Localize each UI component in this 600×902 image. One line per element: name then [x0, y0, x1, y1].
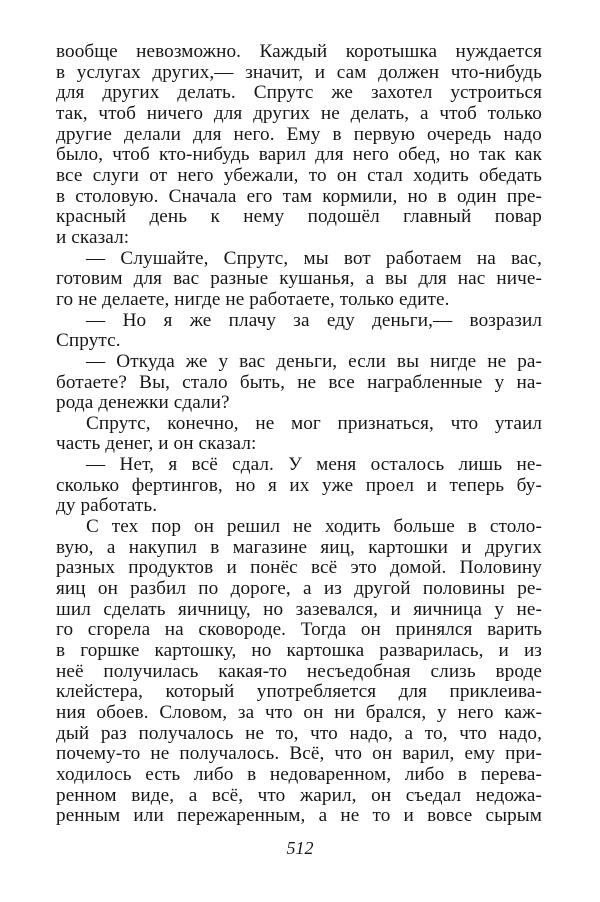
- text-line: — Нет, я всё сдал. У меня осталось лишь не-: [86, 455, 542, 476]
- text-line: часть денег, и он сказал:: [56, 434, 257, 455]
- text-line: для других делать. Спрутс же захотел устроиться: [56, 83, 542, 104]
- page-number: 512: [286, 838, 314, 858]
- text-line: в столовую. Сначала его там кормили, но в один пре-: [56, 186, 542, 207]
- text-line: ду работать.: [56, 496, 158, 517]
- text-line: в горшке картошку, но картошка разварилась, и из: [56, 641, 542, 662]
- text-line: го сгорела на сковороде. Тогда он принялся варить: [56, 620, 542, 641]
- text-line: разных продуктов и понёс всё это домой. Половину: [56, 558, 542, 579]
- text-line: — Откуда же у вас деньги, если вы нигде не ра-: [86, 351, 542, 372]
- text-line: ходилось есть либо в недоваренном, либо в перева-: [56, 764, 542, 785]
- text-line: почему-то не получалось. Всё, что он варил, ему при-: [56, 744, 542, 765]
- text-line: вообще невозможно. Каждый коротышка нуждается: [56, 42, 542, 62]
- text-line: так, чтоб ничего для других не делать, а чтоб только: [56, 103, 542, 124]
- text-line: и сказал:: [56, 227, 130, 248]
- text-line: шил сделать яичницу, но зазевался, и яичница у не-: [56, 599, 542, 620]
- text-line: сколько фертингов, но я их уже проел и теперь бу-: [56, 475, 542, 496]
- text-line: Спрутс, конечно, не мог признаться, что утаил: [86, 413, 542, 434]
- text-line: ботаете? Вы, стало быть, не все награбленные у на-: [56, 372, 542, 393]
- text-line: ренном виде, а всё, что жарил, он съедал недожа-: [56, 785, 542, 806]
- text-line: неё получилась какая-то несъедобная слизь вроде: [56, 661, 542, 682]
- text-line: клейстера, который употребляется для приклеива-: [56, 682, 542, 703]
- text-line: дый раз получалось не то, что надо, а то, что надо,: [56, 723, 542, 744]
- text-line: вую, а накупил в магазине яиц, картошки и других: [56, 537, 542, 558]
- text-line: другие делали для него. Ему в первую очередь надо: [56, 124, 542, 145]
- text-line: — Слушайте, Спрутс, мы вот работаем на вас,: [86, 248, 542, 269]
- text-line: все слуги от него убежали, то он стал ходить обедать: [56, 165, 542, 186]
- text-line: яиц он разбил по дороге, а из другой половины ре-: [56, 579, 542, 600]
- text-line: — Но я же плачу за еду деньги,— возразил: [86, 310, 542, 331]
- text-line: Спрутс.: [56, 331, 121, 352]
- text-line: красный день к нему подошёл главный повар: [56, 207, 542, 228]
- body-text: [56, 42, 542, 827]
- text-line: в услугах других,— значит, и сам должен что-нибудь: [56, 62, 542, 83]
- text-line: рода денежки сдали?: [56, 393, 230, 414]
- text-line: было, чтоб кто-нибудь варил для него обед, но так как: [56, 145, 542, 166]
- text-line: готовим для вас разные кушанья, а вы для нас ниче-: [56, 269, 542, 290]
- text-line: ренным или пережаренным, а не то и вовсе сырым: [56, 806, 542, 827]
- text-line: С тех пор он решил не ходить больше в столо-: [86, 517, 542, 538]
- text-line: ния обоев. Словом, за что он ни брался, у него каж-: [56, 703, 542, 723]
- text-line: го не делаете, нигде не работаете, только едите.: [56, 289, 450, 310]
